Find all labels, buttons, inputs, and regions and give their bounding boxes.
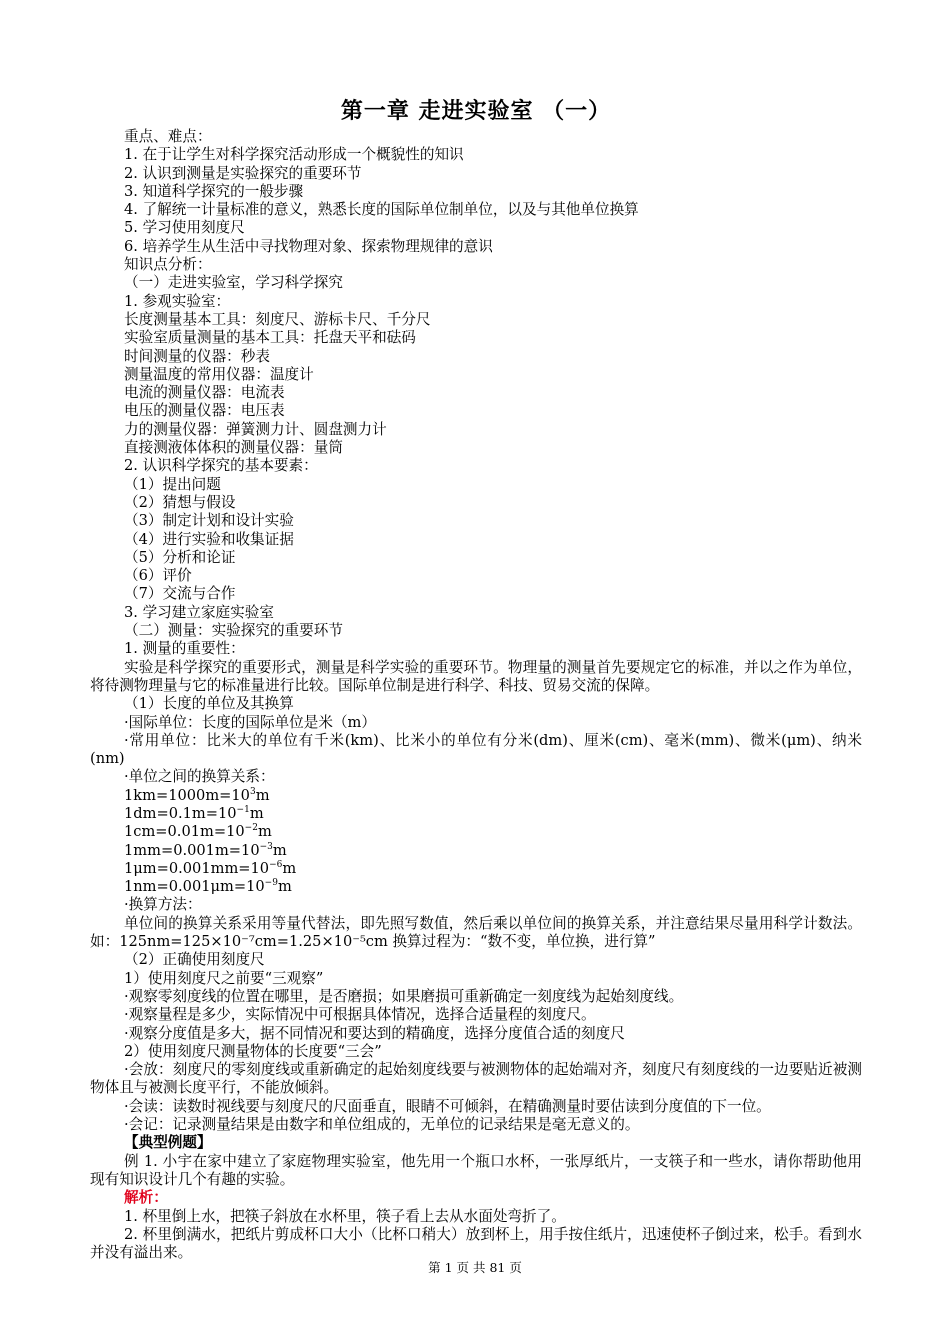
analysis-label: 解析： [124,1189,168,1207]
paragraph: 例 1. 小宇在家中建立了家庭物理实验室，他先用一个瓶口水杯，一张厚纸片，一支筷子和一些水，请你帮助他用现有知识设计几个有趣的实验。 [90,1152,862,1188]
list-item: （4）进行实验和收集证据 [124,530,294,548]
chapter-title: 第一章 走进实验室 （一） [340,98,612,124]
text-line: 测量温度的常用仪器：温度计 [124,365,314,383]
text-line: 2. 认识科学探究的基本要素： [124,457,318,475]
text-line: 1. 测量的重要性： [124,640,245,658]
example-heading: 【典型例题】 [124,1134,212,1152]
text-line: ·观察分度值是多大，据不同情况和要达到的精确度，选择分度值合适的刻度尺 [124,1024,625,1042]
text-line: 直接测液体体积的测量仪器：量筒 [124,439,343,457]
text-line: 3. 学习建立家庭实验室 [124,603,274,621]
text-line: （二）测量：实验探究的重要环节 [124,622,343,640]
text-line: 2. 认识到测量是实验探究的重要环节 [124,164,362,182]
text-line: 1. 参观实验室： [124,292,231,310]
text-line: （1）长度的单位及其换算 [124,695,294,713]
text-line: 4. 了解统一计量标准的意义，熟悉长度的国际单位制单位，以及与其他单位换算 [124,201,639,219]
list-item: （3）制定计划和设计实验 [124,512,294,530]
text-line: ·会读：读数时视线要与刻度尺的尺面垂直，眼睛不可倾斜，在精确测量时要估读到分度值的下一位。 [124,1097,771,1115]
document-page [90,96,862,1262]
text-line: 1. 杯里倒上水，把筷子斜放在水杯里，筷子看上去从水面处弯折了。 [124,1207,566,1225]
paragraph: 实验是科学探究的重要形式，测量是科学实验的重要环节。物理量的测量首先要规定它的标准，并以之作为单位，将待测物理量与它的标准量进行比较。国际单位制是进行科学、科技、贸易交流的保障。 [90,658,862,694]
text-line: 长度测量基本工具：刻度尺、游标卡尺、千分尺 [124,310,431,328]
text-line: 6. 培养学生从生活中寻找物理对象、探索物理规律的意识 [124,237,493,255]
text-line: ·换算方法： [124,896,202,914]
text-line: ·观察量程是多少，实际情况中可根据具体情况，选择合适量程的刻度尺。 [124,1006,596,1024]
text-line: 5. 学习使用刻度尺 [124,219,245,237]
conversion-line: $1cm=0.01m=10^{-2}m$ [124,823,272,841]
text-line: ·单位之间的换算关系： [124,768,275,786]
page-footer: 第 1 页 共 81 页 [428,1260,522,1275]
list-item: （7）交流与合作 [124,585,236,603]
text-line: 力的测量仪器：弹簧测力计、圆盘测力计 [124,420,387,438]
paragraph: 单位间的换算关系采用等量代替法，即先照写数值，然后乘以单位间的换算关系，并注意结果尽量用科学计数法。如：125nm=125×10⁻⁷cm=1.25×10⁻⁵cm 换算过程为：“数不变，单位换，进行算” [90,914,862,951]
section-heading: 重点、难点： [124,128,212,145]
text-line: （一）走进实验室，学习科学探究 [124,274,343,292]
conversion-line: $1dm=0.1m=10^{-1}m$ [124,804,264,822]
paragraph: 2. 杯里倒满水，把纸片剪成杯口大小（比杯口稍大）放到杯上，用手按住纸片，迅速使杯子倒过来，松手。看到水并没有溢出来。 [90,1225,862,1262]
text-line: 1）使用刻度尺之前要“三观察” [124,969,324,987]
text-line: ·观察零刻度线的位置在哪里，是否磨损；如果磨损可重新确定一刻度线为起始刻度线。 [124,987,684,1005]
section-heading: 知识点分析： [124,256,212,274]
conversion-line: $1\mu m=0.001mm=10^{-6}m$ [124,859,297,877]
text-line: 电流的测量仪器：电流表 [124,384,285,402]
text-line: ·会记：记录测量结果是由数字和单位组成的，无单位的记录结果是毫无意义的。 [124,1116,640,1134]
text-line: 电压的测量仪器：电压表 [124,402,285,420]
conversion-line: $1mm=0.001m=10^{-3}m$ [124,841,287,859]
list-item: （5）分析和论证 [124,548,236,566]
list-item: （1）提出问题 [124,475,221,493]
list-item: （2）猜想与假设 [124,493,236,511]
text-line: 1. 在于让学生对科学探究活动形成一个概貌性的知识 [124,146,464,164]
text-line: 实验室质量测量的基本工具：托盘天平和砝码 [124,329,416,347]
paragraph: ·常用单位：比米大的单位有千米(km)、比米小的单位有分米(dm)、厘米(cm)、毫米(mm)、微米(μm)、纳米(nm) [90,731,862,768]
text-line: 2）使用刻度尺测量物体的长度要“三会” [124,1042,382,1060]
list-item: （6）评价 [124,567,192,585]
text-line: 时间测量的仪器：秒表 [124,347,270,365]
conversion-line: $1km=1000m=10^3m$ [124,786,270,804]
text-line: 3. 知道科学探究的一般步骤 [124,182,304,200]
text-line: （2）正确使用刻度尺 [124,951,265,969]
paragraph: ·会放：刻度尺的零刻度线或重新确定的起始刻度线要与被测物体的起始端对齐，刻度尺有刻度线的一边要贴近被测物体且与被测长度平行，不能放倾斜。 [90,1061,862,1097]
text-line: ·国际单位：长度的国际单位是米（m） [124,713,376,731]
conversion-line: $1nm=0.001\mu m=10^{-9}m$ [124,878,292,896]
